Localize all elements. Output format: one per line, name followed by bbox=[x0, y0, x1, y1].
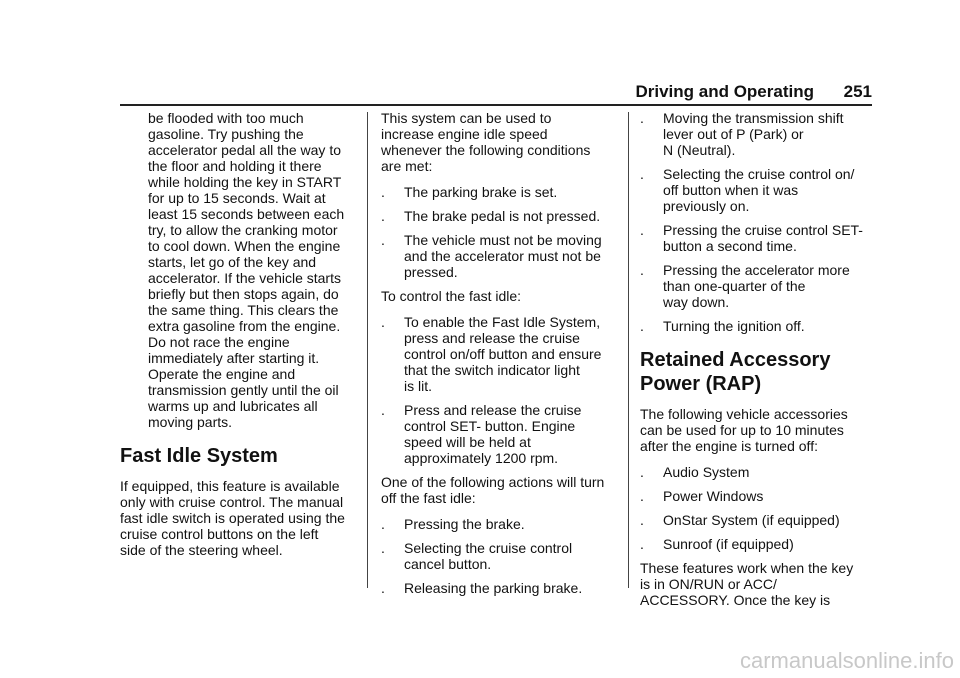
text-line: If equipped, this feature is available bbox=[120, 478, 340, 494]
text-line: Press and release the cruise bbox=[404, 402, 582, 418]
bullet-marker: . bbox=[381, 184, 385, 200]
text-line: fast idle switch is operated using the bbox=[120, 510, 345, 526]
paragraph-to-control: To control the fast idle: bbox=[381, 288, 522, 304]
paragraph-rap-intro bbox=[640, 406, 876, 454]
text-line: Moving the transmission shift bbox=[663, 110, 844, 126]
text-line: after the engine is turned off: bbox=[640, 438, 818, 454]
page-header bbox=[120, 82, 872, 106]
text-line: accelerator pedal all the way to bbox=[148, 142, 341, 158]
text-line: N (Neutral). bbox=[663, 142, 736, 158]
text-line: briefly but then stops again, do bbox=[148, 286, 339, 302]
text-line: are met: bbox=[381, 158, 433, 174]
bullet-marker: . bbox=[640, 512, 644, 528]
bullet-marker: . bbox=[381, 516, 385, 532]
text-line: while holding the key in START bbox=[148, 174, 342, 190]
bullet-marker: . bbox=[381, 580, 385, 596]
list-item bbox=[640, 512, 876, 528]
text-line: Sunroof (if equipped) bbox=[663, 536, 794, 552]
text-line: that the switch indicator light bbox=[404, 362, 580, 378]
list-item bbox=[381, 540, 617, 572]
text-line: Selecting the cruise control on/ bbox=[663, 166, 855, 182]
text-line: These features work when the key bbox=[640, 560, 854, 576]
text-line: off the fast idle: bbox=[381, 490, 476, 506]
text-line: cancel button. bbox=[404, 556, 492, 572]
text-line: control on/off button and ensure bbox=[404, 346, 602, 362]
text-line: This system can be used to bbox=[381, 110, 552, 126]
text-line: only with cruise control. The manual bbox=[120, 494, 344, 510]
page-number: 251 bbox=[843, 82, 872, 101]
section-title: Driving and Operating bbox=[635, 82, 814, 101]
text-line: speed will be held at bbox=[404, 434, 531, 450]
text-line: To enable the Fast Idle System, bbox=[404, 314, 601, 330]
text-line: ACCESSORY. Once the key is bbox=[640, 592, 831, 608]
text-line: for up to 15 seconds. Wait at bbox=[148, 190, 326, 206]
text-line: Do not race the engine bbox=[148, 334, 290, 350]
bullet-marker: . bbox=[381, 314, 385, 330]
bullet-marker: . bbox=[640, 110, 644, 126]
paragraph-turn-off bbox=[381, 474, 617, 506]
text-line: off button when it was bbox=[663, 182, 799, 198]
text-line: way down. bbox=[663, 294, 730, 310]
column-divider bbox=[367, 112, 368, 588]
text-line: than one-quarter of the bbox=[663, 278, 806, 294]
text-line: button a second time. bbox=[663, 238, 797, 254]
bullet-marker: . bbox=[640, 222, 644, 238]
bullet-marker: . bbox=[640, 166, 644, 182]
turn-off-actions-list-continued bbox=[640, 110, 876, 334]
text-line: cruise control buttons on the left bbox=[120, 526, 319, 542]
column-3 bbox=[640, 110, 876, 618]
text-line: control SET- button. Engine bbox=[404, 418, 576, 434]
text-line: extra gasoline from the engine. bbox=[148, 318, 341, 334]
paragraph-flooded-engine bbox=[120, 110, 356, 430]
list-item bbox=[640, 110, 876, 158]
conditions-list bbox=[381, 184, 617, 280]
text-line: OnStar System (if equipped) bbox=[663, 512, 840, 528]
text-line: Pressing the accelerator more bbox=[663, 262, 850, 278]
bullet-marker: . bbox=[640, 536, 644, 552]
text-line: least 15 seconds between each bbox=[148, 206, 345, 222]
text-line: moving parts. bbox=[148, 414, 233, 430]
accessories-list bbox=[640, 464, 876, 552]
list-item bbox=[640, 318, 876, 334]
bullet-marker: . bbox=[640, 464, 644, 480]
bullet-marker: . bbox=[381, 232, 385, 248]
list-item bbox=[640, 536, 876, 552]
list-item bbox=[640, 464, 876, 480]
text-line: the floor and holding it there bbox=[148, 158, 322, 174]
text-line: press and release the cruise bbox=[404, 330, 580, 346]
text-line: Retained Accessory bbox=[640, 349, 831, 371]
paragraph-system-conditions bbox=[381, 110, 617, 174]
bullet-marker: . bbox=[381, 402, 385, 418]
text-line: The parking brake is set. bbox=[404, 184, 558, 200]
text-line: previously on. bbox=[663, 198, 750, 214]
text-line: Selecting the cruise control bbox=[404, 540, 573, 556]
paragraph-fast-idle-intro bbox=[120, 478, 356, 558]
list-item bbox=[640, 488, 876, 504]
list-item bbox=[381, 402, 617, 466]
text-line: is in ON/RUN or ACC/ bbox=[640, 576, 777, 592]
text-line: try, to allow the cranking motor bbox=[148, 222, 338, 238]
text-line: side of the steering wheel. bbox=[120, 542, 283, 558]
text-line: pressed. bbox=[404, 264, 458, 280]
watermark: carmanualsonline.info bbox=[739, 648, 954, 673]
text-line: accelerator. If the vehicle starts bbox=[148, 270, 341, 286]
steps-list bbox=[381, 314, 617, 466]
text-line: is lit. bbox=[404, 378, 432, 394]
bullet-marker: . bbox=[640, 318, 644, 334]
text-line: One of the following actions will turn bbox=[381, 474, 605, 490]
column-2 bbox=[381, 110, 617, 604]
text-line: Audio System bbox=[663, 464, 750, 480]
text-line: and the accelerator must not be bbox=[404, 248, 601, 264]
text-line: the same thing. This clears the bbox=[148, 302, 339, 318]
text-line: whenever the following conditions bbox=[381, 142, 591, 158]
bullet-marker: . bbox=[640, 262, 644, 278]
heading-retained-accessory-power bbox=[640, 348, 876, 396]
text-line: immediately after starting it. bbox=[148, 350, 320, 366]
text-line: Power Windows bbox=[663, 488, 764, 504]
list-item bbox=[640, 166, 876, 214]
list-item bbox=[381, 184, 617, 200]
column-divider bbox=[628, 112, 629, 588]
text-line: Operate the engine and bbox=[148, 366, 296, 382]
bullet-marker: . bbox=[640, 488, 644, 504]
turn-off-actions-list bbox=[381, 516, 617, 596]
text-line: transmission gently until the oil bbox=[148, 382, 339, 398]
text-line: lever out of P (Park) or bbox=[663, 126, 804, 142]
text-line: The brake pedal is not pressed. bbox=[404, 208, 601, 224]
text-line: Power (RAP) bbox=[640, 373, 762, 395]
text-line: be flooded with too much bbox=[148, 110, 304, 126]
text-line: Turning the ignition off. bbox=[663, 318, 805, 334]
column-1 bbox=[120, 110, 356, 568]
bullet-marker: . bbox=[381, 540, 385, 556]
list-item bbox=[381, 208, 617, 224]
text-line: Releasing the parking brake. bbox=[404, 580, 583, 596]
text-line: Pressing the cruise control SET- bbox=[663, 222, 863, 238]
text-line: to cool down. When the engine bbox=[148, 238, 341, 254]
bullet-marker: . bbox=[381, 208, 385, 224]
text-line: The vehicle must not be moving bbox=[404, 232, 602, 248]
list-item bbox=[640, 222, 876, 254]
text-line: approximately 1200 rpm. bbox=[404, 450, 559, 466]
text-line: gasoline. Try pushing the bbox=[148, 126, 304, 142]
text-line: Pressing the brake. bbox=[404, 516, 525, 532]
text-line: increase engine idle speed bbox=[381, 126, 548, 142]
heading-fast-idle-system: Fast Idle System bbox=[120, 445, 278, 467]
list-item bbox=[381, 314, 617, 394]
text-line: starts, let go of the key and bbox=[148, 254, 317, 270]
paragraph-rap-closing bbox=[640, 560, 876, 608]
text-line: warms up and lubricates all bbox=[148, 398, 318, 414]
list-item bbox=[640, 262, 876, 310]
list-item bbox=[381, 580, 617, 596]
list-item bbox=[381, 232, 617, 280]
text-line: can be used for up to 10 minutes bbox=[640, 422, 844, 438]
text-line: The following vehicle accessories bbox=[640, 406, 848, 422]
list-item bbox=[381, 516, 617, 532]
